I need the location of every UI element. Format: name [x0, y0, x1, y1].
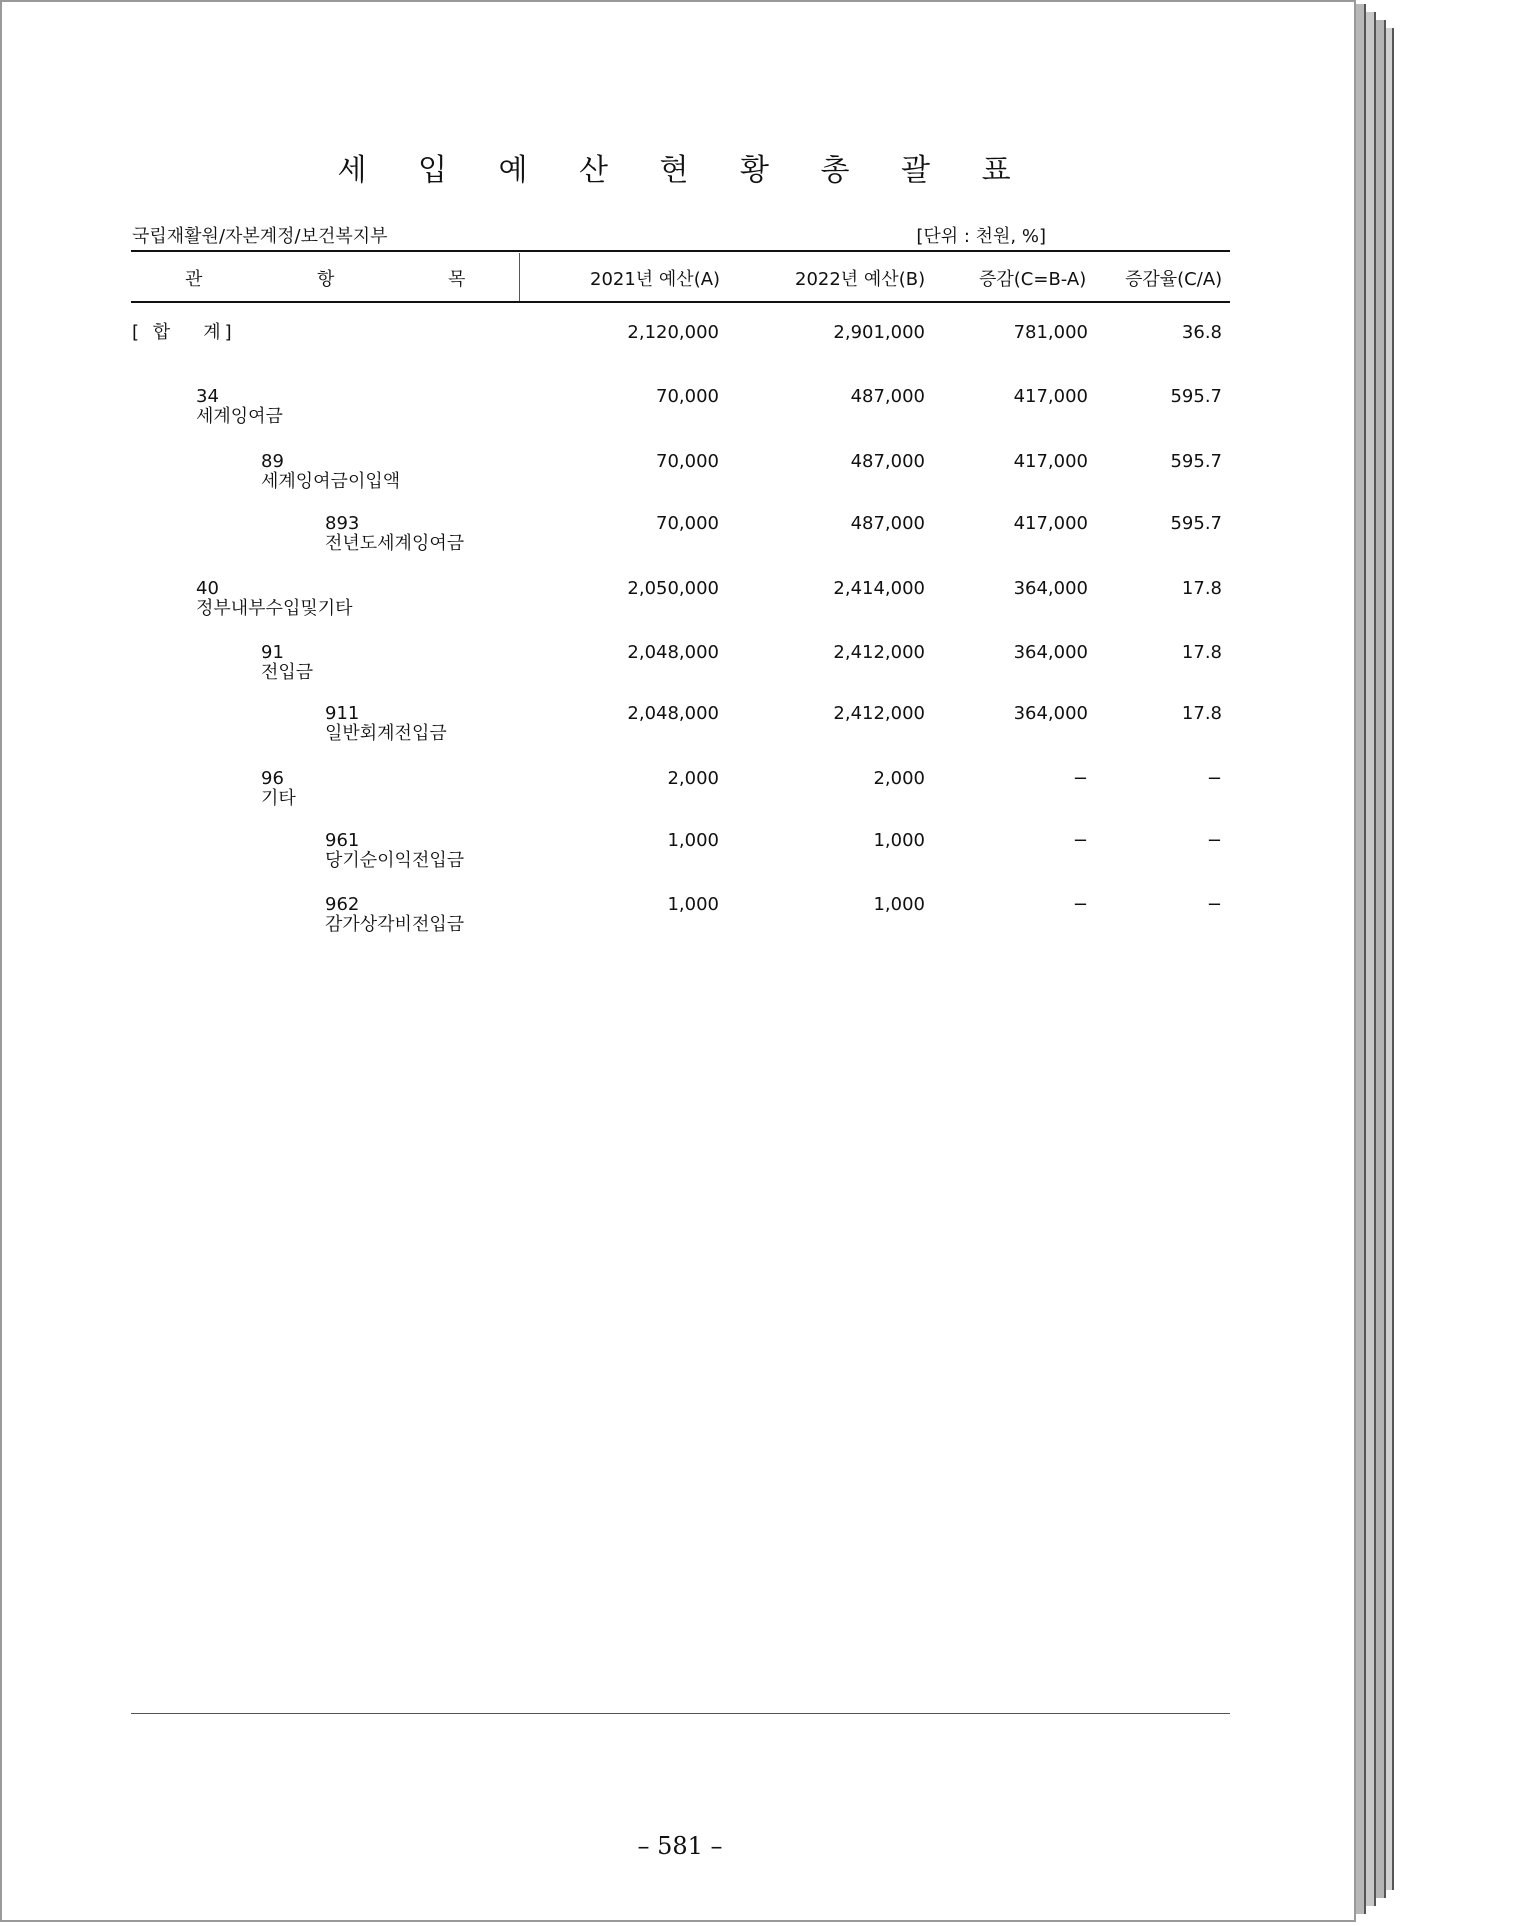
row-name: 감가상각비전입금 [325, 914, 465, 935]
row-code: 89 [261, 451, 284, 472]
row-budget-2022: 2,414,000 [833, 578, 925, 599]
total-label: [ 합 계] [132, 322, 236, 343]
table-row [2, 894, 1358, 944]
header-change-rate: 증감율(C/A) [1125, 269, 1223, 290]
row-change: 364,000 [1013, 703, 1088, 724]
row-rate: 595.7 [1170, 451, 1222, 472]
table-row [2, 578, 1358, 628]
row-budget-2022: 2,412,000 [833, 703, 925, 724]
row-change: 364,000 [1013, 642, 1088, 663]
row-budget-2022: 2,000 [873, 768, 925, 789]
total-change: 781,000 [1013, 322, 1088, 343]
row-change: 417,000 [1013, 386, 1088, 407]
page-edge [1366, 12, 1376, 1906]
page-title: 세 입 예 산 현 황 총 괄 표 [337, 153, 1023, 188]
row-budget-2022: 2,412,000 [833, 642, 925, 663]
footer-rule [131, 1713, 1230, 1714]
page-edge [1386, 28, 1394, 1890]
row-rate: − [1206, 894, 1222, 915]
total-budget-2022: 2,901,000 [833, 322, 925, 343]
row-budget-2021: 1,000 [667, 830, 719, 851]
row-rate: 595.7 [1170, 386, 1222, 407]
organization-label: 국립재활원/자본계정/보건복지부 [132, 226, 388, 247]
header-budget-2021: 2021년 예산(A) [590, 269, 721, 290]
table-row [2, 703, 1358, 753]
row-name: 기타 [261, 788, 296, 809]
row-name: 정부내부수입및기타 [196, 598, 353, 619]
row-rate: 595.7 [1170, 513, 1222, 534]
page-edge [1376, 20, 1386, 1898]
row-budget-2021: 2,048,000 [627, 642, 719, 663]
total-row [2, 322, 1358, 372]
row-name: 세계잉여금이입액 [261, 471, 401, 492]
header-mok: 목 [448, 269, 466, 290]
row-change: − [1072, 830, 1088, 851]
row-rate: − [1206, 768, 1222, 789]
table-row [2, 451, 1358, 501]
table-row [2, 768, 1358, 818]
row-name: 전입금 [261, 662, 314, 683]
row-budget-2022: 1,000 [873, 830, 925, 851]
total-rate: 36.8 [1181, 322, 1222, 343]
row-code: 96 [261, 768, 284, 789]
row-change: − [1072, 894, 1088, 915]
row-code: 34 [196, 386, 219, 407]
row-rate: 17.8 [1181, 578, 1222, 599]
row-rate: 17.8 [1181, 642, 1222, 663]
row-rate: − [1206, 830, 1222, 851]
row-budget-2021: 70,000 [656, 513, 719, 534]
row-budget-2022: 487,000 [850, 513, 925, 534]
row-budget-2021: 2,000 [667, 768, 719, 789]
table-row [2, 386, 1358, 436]
row-budget-2022: 1,000 [873, 894, 925, 915]
table-row [2, 513, 1358, 563]
table-row [2, 642, 1358, 692]
row-name: 일반회계전입금 [325, 723, 447, 744]
header-bottom-rule [131, 301, 1230, 303]
row-budget-2021: 2,048,000 [627, 703, 719, 724]
header-gwan: 관 [185, 269, 203, 290]
row-budget-2021: 1,000 [667, 894, 719, 915]
row-budget-2021: 70,000 [656, 386, 719, 407]
row-change: 364,000 [1013, 578, 1088, 599]
page-number: – 581 – [637, 1832, 723, 1860]
row-code: 91 [261, 642, 284, 663]
row-code: 911 [325, 703, 360, 724]
row-budget-2022: 487,000 [850, 451, 925, 472]
row-change: − [1072, 768, 1088, 789]
row-code: 40 [196, 578, 219, 599]
row-code: 961 [325, 830, 360, 851]
row-change: 417,000 [1013, 451, 1088, 472]
row-change: 417,000 [1013, 513, 1088, 534]
header-budget-2022: 2022년 예산(B) [795, 269, 926, 290]
table-top-rule [131, 250, 1230, 252]
header-hang: 항 [317, 269, 335, 290]
row-budget-2021: 70,000 [656, 451, 719, 472]
page-edge [1356, 4, 1366, 1914]
header-divider [519, 253, 520, 302]
row-code: 962 [325, 894, 360, 915]
row-budget-2021: 2,050,000 [627, 578, 719, 599]
total-budget-2021: 2,120,000 [627, 322, 719, 343]
row-budget-2022: 487,000 [850, 386, 925, 407]
row-name: 당기순이익전입금 [325, 850, 465, 871]
row-name: 전년도세계잉여금 [325, 533, 465, 554]
row-code: 893 [325, 513, 360, 534]
table-row [2, 830, 1358, 880]
row-name: 세계잉여금 [196, 406, 283, 427]
header-change: 증감(C=B-A) [979, 269, 1087, 290]
row-rate: 17.8 [1181, 703, 1222, 724]
unit-label: [단위 : 천원, %] [916, 226, 1046, 247]
